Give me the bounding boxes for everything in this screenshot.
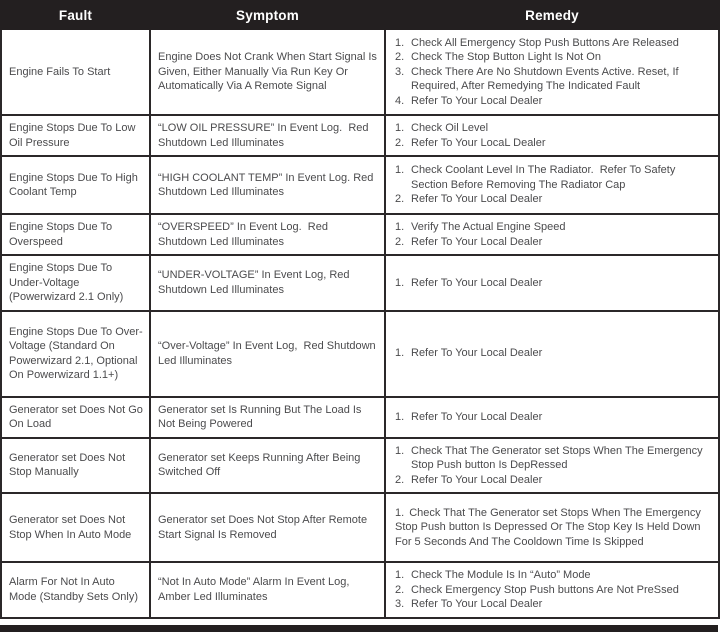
symptom-cell bbox=[150, 214, 385, 255]
remedy-item-text: Refer To Your Local Dealer bbox=[411, 347, 543, 360]
remedy-item-text: Refer To Your Local Dealer bbox=[411, 276, 543, 289]
remedy-item-number: 1. bbox=[395, 347, 405, 360]
fault-cell bbox=[1, 493, 150, 562]
remedy-item-text: Refer To Your Local Dealer bbox=[411, 193, 543, 206]
symptom-cell bbox=[150, 311, 385, 397]
fault-text: Generator set Does Not Go On Load bbox=[9, 403, 146, 430]
fault-text: Engine Stops Due To Overspeed bbox=[9, 221, 116, 248]
remedy-cell bbox=[385, 115, 719, 156]
fault-cell bbox=[1, 115, 150, 156]
remedy-item bbox=[395, 36, 712, 51]
remedy-item-number: 2. bbox=[395, 136, 405, 149]
symptom-cell bbox=[150, 397, 385, 438]
table-row bbox=[1, 255, 719, 311]
symptom-text: “LOW OIL PRESSURE” In Event Log. Red Shutdown Led Illuminates bbox=[158, 122, 372, 149]
remedy-item-text: Check That The Generator set Stops When The Emergency Stop Push button Is DepRessed bbox=[411, 444, 706, 471]
symptom-text: Generator set Keeps Running After Being Switched Off bbox=[158, 451, 364, 479]
table-row bbox=[1, 397, 719, 438]
table-row bbox=[1, 493, 719, 562]
remedy-item bbox=[395, 220, 712, 235]
remedy-item bbox=[395, 346, 712, 361]
remedy-item-text: Check The Module Is In “Auto” Mode bbox=[411, 569, 591, 581]
table-header-row bbox=[1, 1, 719, 29]
remedy-item-text: Refer To Your Local Dealer bbox=[411, 598, 543, 610]
symptom-cell bbox=[150, 115, 385, 156]
remedy-item bbox=[395, 568, 712, 583]
remedy-item-number: 1. bbox=[395, 410, 405, 423]
table-row bbox=[1, 214, 719, 255]
remedy-item-number: 2. bbox=[395, 51, 405, 64]
remedy-item-text: Refer To Your Local Dealer bbox=[411, 473, 543, 486]
symptom-cell bbox=[150, 438, 385, 494]
symptom-cell bbox=[150, 156, 385, 214]
fault-text: Generator set Does Not Stop When In Auto Mode bbox=[9, 514, 132, 541]
remedy-item bbox=[395, 163, 712, 192]
remedy-cell bbox=[385, 397, 719, 438]
symptom-cell bbox=[150, 29, 385, 115]
remedy-item-number: 1. bbox=[395, 221, 405, 233]
fault-cell bbox=[1, 214, 150, 255]
remedy-item-text: Verify The Actual Engine Speed bbox=[411, 221, 566, 233]
symptom-cell bbox=[150, 493, 385, 562]
fault-cell bbox=[1, 311, 150, 397]
remedy-item bbox=[395, 65, 712, 94]
remedy-item-text: Check Emergency Stop Push buttons Are Not PreSsed bbox=[411, 583, 679, 596]
remedy-item-number: 2. bbox=[395, 193, 405, 206]
remedy-item-number: 2. bbox=[395, 473, 405, 486]
table-row bbox=[1, 156, 719, 214]
remedy-item-text: Check That The Generator set Stops When The Emergency Stop Push button Is Depressed Or The Stop Key Is Held Down For 5 Seconds And The Cooldown Time Is Skipped bbox=[395, 506, 704, 548]
remedy-item-number: 3. bbox=[395, 65, 405, 78]
remedy-item bbox=[395, 473, 712, 488]
fault-text: Engine Stops Due To Under-Voltage (Powerwizard 2.1 Only) bbox=[9, 262, 124, 303]
remedy-item bbox=[395, 506, 712, 550]
remedy-item bbox=[395, 410, 712, 425]
remedy-item-number: 1. bbox=[395, 276, 405, 289]
remedy-item-text: Check The Stop Button Light Is Not On bbox=[411, 51, 601, 64]
remedy-cell bbox=[385, 311, 719, 397]
remedy-item bbox=[395, 597, 712, 612]
remedy-item-text: Refer To Your Local Dealer bbox=[411, 94, 543, 107]
remedy-item bbox=[395, 583, 712, 598]
remedy-item bbox=[395, 121, 712, 136]
symptom-cell bbox=[150, 562, 385, 618]
fault-cell bbox=[1, 156, 150, 214]
remedy-cell bbox=[385, 438, 719, 494]
remedy-cell bbox=[385, 255, 719, 311]
remedy-item-number: 1. bbox=[395, 164, 405, 177]
column-header-fault: Fault bbox=[1, 1, 150, 29]
fault-cell bbox=[1, 29, 150, 115]
remedy-item-text: Refer To Your Local Dealer bbox=[411, 235, 543, 248]
remedy-item bbox=[395, 444, 712, 473]
remedy-item-number: 3. bbox=[395, 598, 405, 610]
fault-text: Engine Fails To Start bbox=[9, 65, 111, 78]
fault-cell bbox=[1, 255, 150, 311]
fault-text: Engine Stops Due To Low Oil Pressure bbox=[9, 122, 139, 149]
column-header-symptom: Symptom bbox=[150, 1, 385, 29]
remedy-item-text: Refer To Your Local Dealer bbox=[411, 410, 543, 423]
remedy-item-number: 1. bbox=[395, 569, 405, 581]
fault-cell bbox=[1, 562, 150, 618]
symptom-text: “Over-Voltage” In Event Log, Red Shutdown Led Illuminates bbox=[158, 340, 379, 367]
symptom-cell bbox=[150, 255, 385, 311]
fault-text: Engine Stops Due To High Coolant Temp bbox=[9, 171, 141, 198]
remedy-item bbox=[395, 276, 712, 291]
remedy-item-number: 1. bbox=[395, 36, 405, 49]
symptom-text: Generator set Is Running But The Load Is Not Being Powered bbox=[158, 403, 365, 430]
symptom-text: “UNDER-VOLTAGE” In Event Log, Red Shutdown Led Illuminates bbox=[158, 269, 353, 296]
symptom-text: Generator set Does Not Stop After Remote Start Signal Is Removed bbox=[158, 514, 371, 541]
fault-text: Alarm For Not In Auto Mode (Standby Sets Only) bbox=[9, 576, 139, 603]
remedy-item-number: 1. bbox=[395, 444, 405, 457]
fault-text: Generator set Does Not Stop Manually bbox=[9, 451, 129, 479]
symptom-text: “Not In Auto Mode” Alarm In Event Log, Amber Led Illuminates bbox=[158, 576, 352, 603]
column-header-remedy: Remedy bbox=[385, 1, 719, 29]
remedy-item-number: 1. bbox=[395, 122, 405, 134]
table-row bbox=[1, 29, 719, 115]
remedy-cell bbox=[385, 29, 719, 115]
remedy-item-number: 2. bbox=[395, 583, 405, 596]
remedy-item-number: 1. bbox=[395, 506, 405, 519]
remedy-cell bbox=[385, 156, 719, 214]
symptom-text: “OVERSPEED” In Event Log. Red Shutdown Led Illuminates bbox=[158, 221, 332, 248]
bottom-border-bar bbox=[0, 625, 718, 632]
remedy-item-number: 4. bbox=[395, 94, 405, 107]
table-row bbox=[1, 115, 719, 156]
fault-text: Engine Stops Due To Over-Voltage (Standard On Powerwizard 2.1, Optional On Powerwizard 1.1+) bbox=[9, 325, 143, 381]
fault-cell bbox=[1, 438, 150, 494]
remedy-item bbox=[395, 235, 712, 250]
remedy-item-text: Check Oil Level bbox=[411, 122, 489, 134]
fault-cell bbox=[1, 397, 150, 438]
remedy-item-number: 2. bbox=[395, 235, 405, 248]
remedy-item-text: Check All Emergency Stop Push Buttons Are Released bbox=[411, 36, 679, 49]
remedy-item-text: Refer To Your LocaL Dealer bbox=[411, 136, 546, 149]
table-row bbox=[1, 311, 719, 397]
remedy-item bbox=[395, 136, 712, 151]
remedy-item bbox=[395, 94, 712, 109]
symptom-text: Engine Does Not Crank When Start Signal Is Given, Either Manually Via Run Key Or Automatically Via A Remote Signal bbox=[158, 51, 380, 93]
remedy-cell bbox=[385, 214, 719, 255]
remedy-cell bbox=[385, 562, 719, 618]
remedy-item-text: Check Coolant Level In The Radiator. Refer To Safety Section Before Removing The Radiator Cap bbox=[411, 164, 679, 191]
table-row bbox=[1, 562, 719, 618]
remedy-item bbox=[395, 192, 712, 207]
symptom-text: “HIGH COOLANT TEMP” In Event Log. Red Shutdown Led Illuminates bbox=[158, 171, 377, 198]
remedy-cell bbox=[385, 493, 719, 562]
remedy-item-text: Check There Are No Shutdown Events Active. Reset, If Required, After Remedying The Indicated Fault bbox=[411, 65, 682, 93]
table-row bbox=[1, 438, 719, 494]
remedy-item bbox=[395, 50, 712, 65]
